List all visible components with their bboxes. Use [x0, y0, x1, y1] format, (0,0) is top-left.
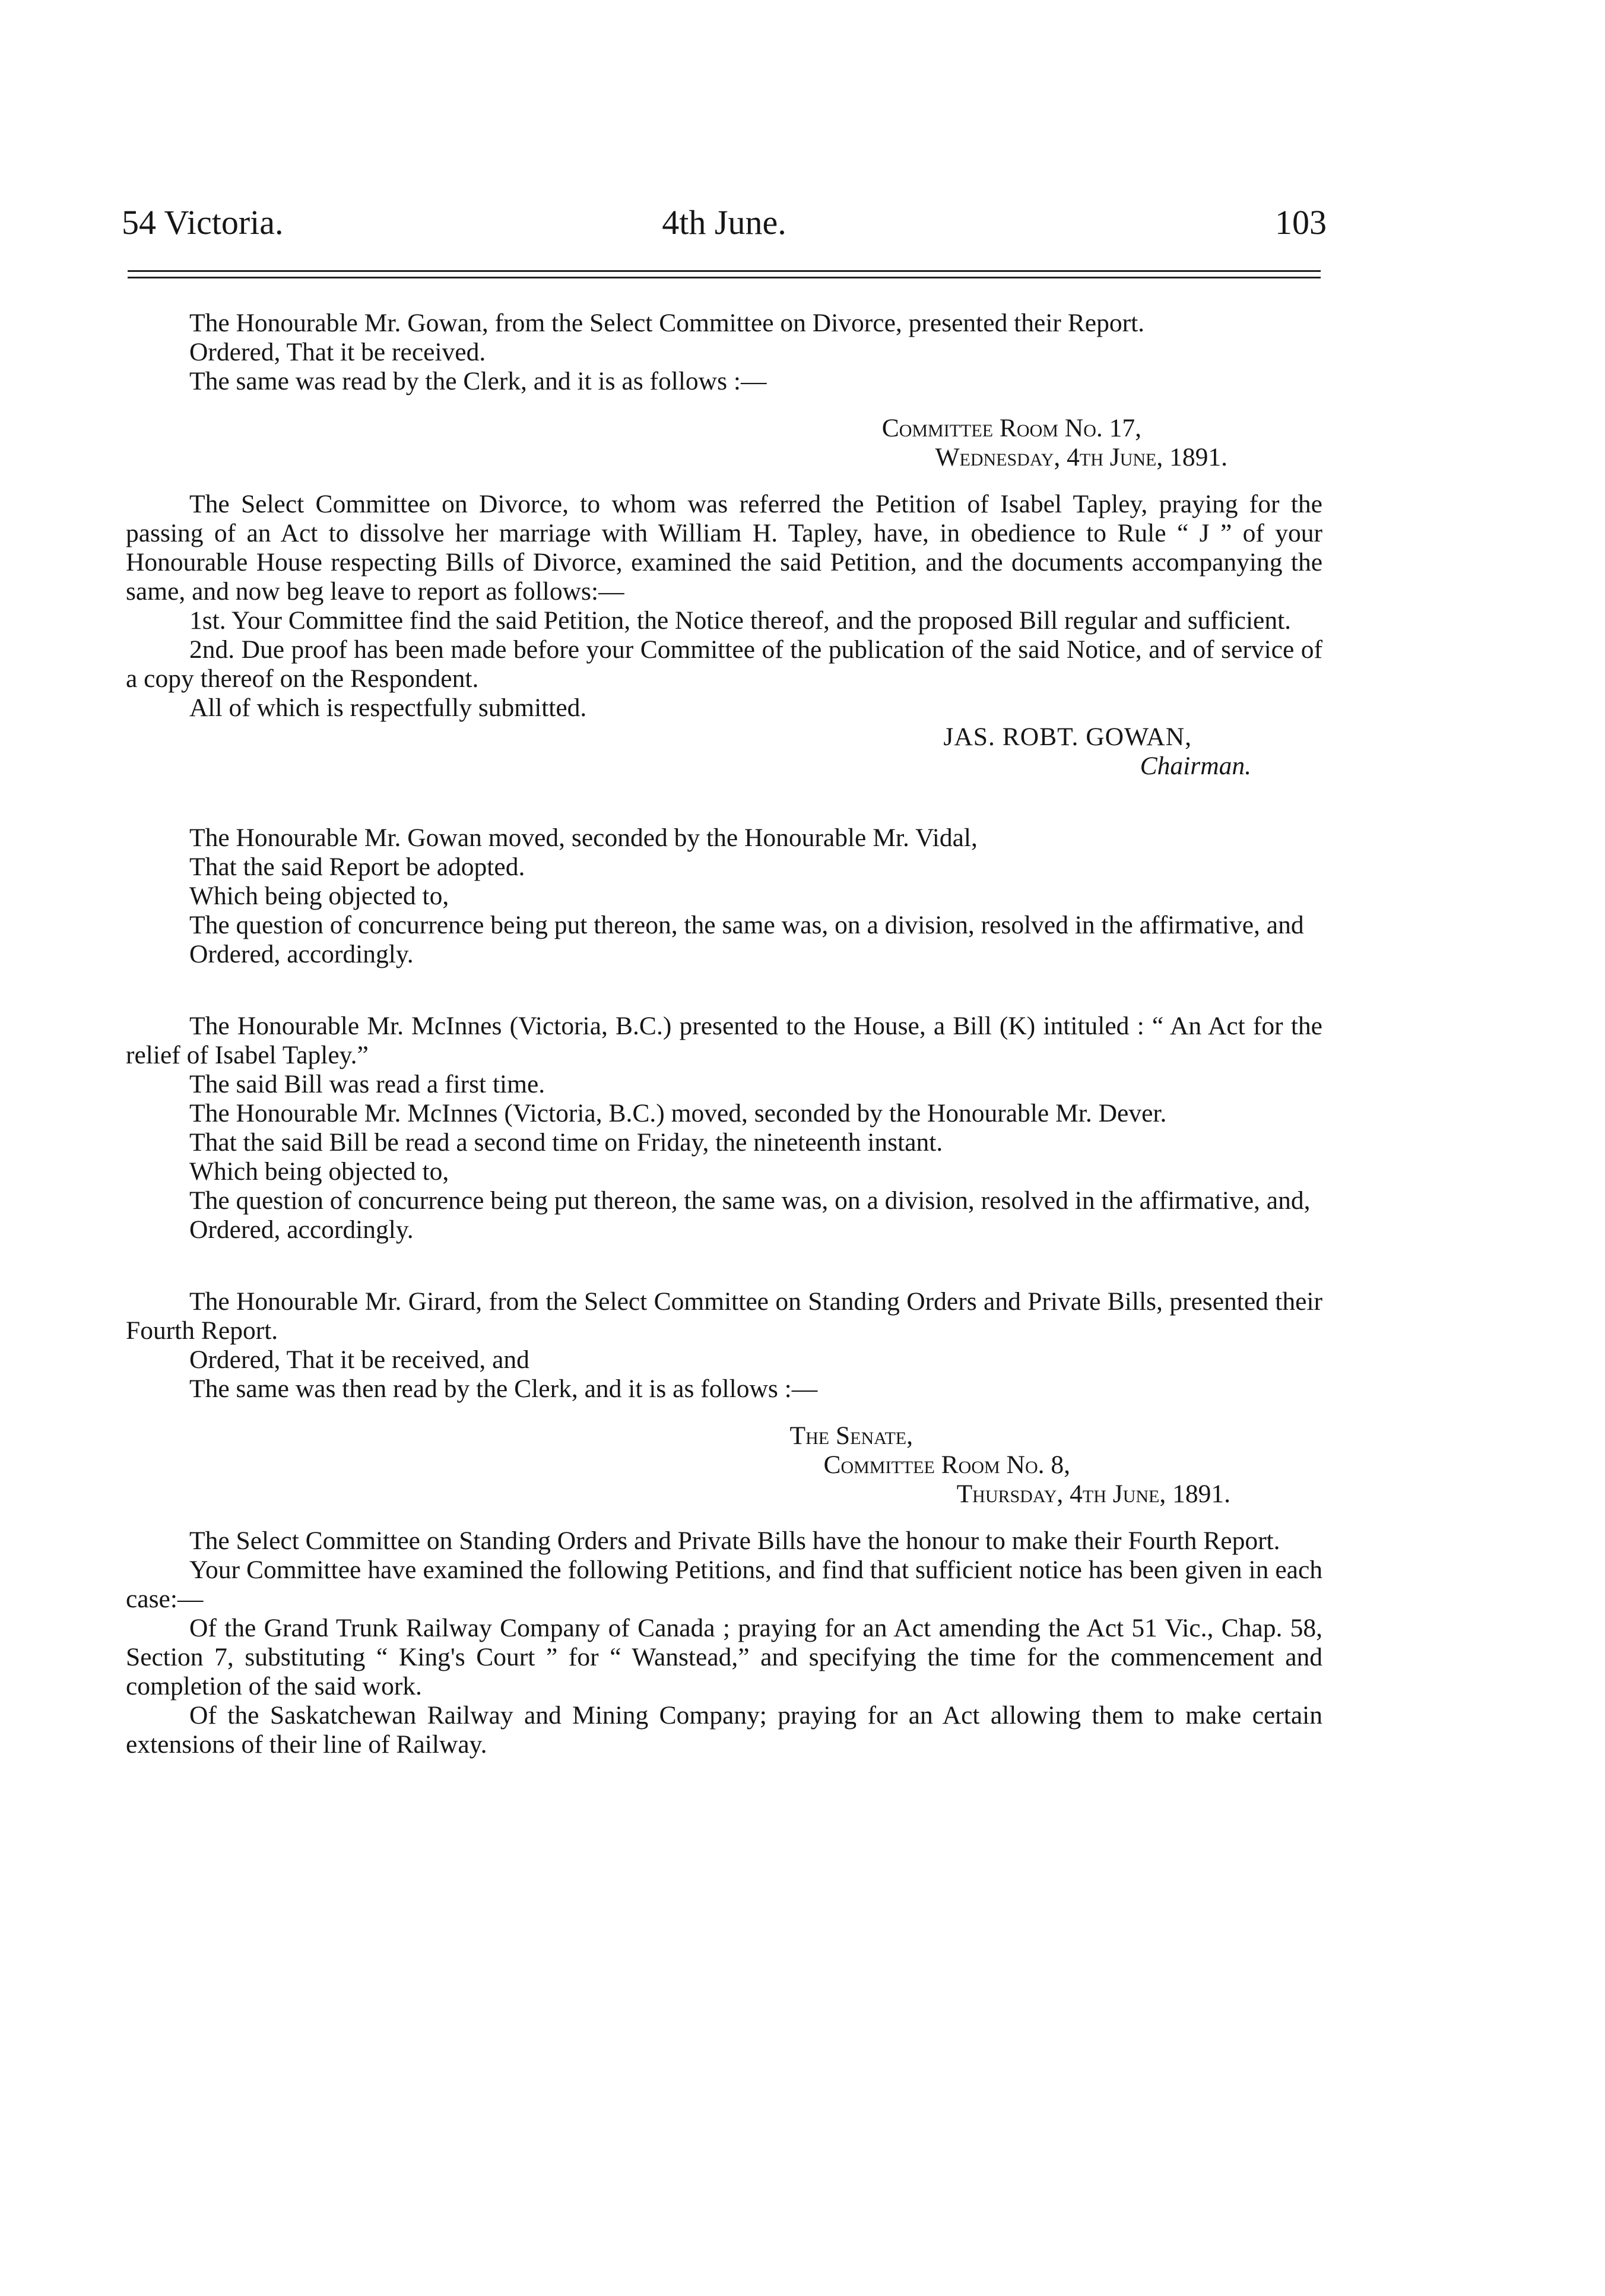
report-date-heading: Thursday, 4th June, 1891.	[956, 1480, 1230, 1508]
senate-heading: The Senate,	[789, 1421, 913, 1450]
paragraph: Ordered, accordingly.	[189, 940, 414, 968]
paragraph: The Select Committee on Divorce, to whom was referred the Petition of Isabel Tapley, praying for the passing of an Act to dissolve her marriage with William H. Tapley, have, in obedience to Rule “ J ” of your Honourable House respecting Bills of Divorce, examined the said Petition, and the documents accompanying the same, and now beg leave to report as follows:—	[126, 490, 1322, 606]
paragraph: Your Committee have examined the following Petitions, and find that sufficient notice has been given in each case:—	[126, 1556, 1322, 1613]
running-header	[122, 196, 1327, 249]
paragraph: The same was then read by the Clerk, and it is as follows :—	[189, 1375, 818, 1403]
paragraph: 1st. Your Committee find the said Petition, the Notice thereof, and the proposed Bill regular and sufficient.	[189, 606, 1292, 635]
paragraph: Of the Saskatchewan Railway and Mining Company; praying for an Act allowing them to make certain extensions of their line of Railway.	[126, 1701, 1322, 1759]
paragraph: Ordered, That it be received.	[189, 338, 486, 366]
report-date-heading: Wednesday, 4th June, 1891.	[935, 443, 1227, 471]
paragraph: Which being objected to,	[189, 1157, 449, 1186]
paragraph: That the said Report be adopted.	[189, 853, 525, 881]
header-rule-top	[128, 270, 1321, 272]
spacer	[126, 969, 1322, 1012]
date-label: 4th June.	[662, 203, 786, 242]
paragraph: The said Bill was read a first time.	[189, 1070, 545, 1098]
spacer	[126, 472, 1322, 490]
paragraph: Ordered, accordingly.	[189, 1215, 414, 1244]
paragraph: Of the Grand Trunk Railway Company of Canada ; praying for an Act amending the Act 51 Vic., Chap. 58, Section 7, substituting “ King's Court ” for “ Wanstead,” and specifying the time for the commencement and completion of the said work.	[126, 1614, 1322, 1700]
paragraph: 2nd. Due proof has been made before your Committee of the publication of the said Notice, and of service of a copy thereof on the Respondent.	[126, 635, 1322, 693]
paragraph: The same was read by the Clerk, and it is as follows :—	[189, 367, 767, 395]
paragraph: The question of concurrence being put thereon, the same was, on a division, resolved in the affirmative, and,	[189, 1186, 1311, 1215]
paragraph: The Honourable Mr. Gowan moved, seconded by the Honourable Mr. Vidal,	[189, 824, 978, 852]
chairman-signature: JAS. ROBT. GOWAN,	[943, 723, 1192, 751]
committee-room-heading: Committee Room No. 17,	[881, 414, 1141, 442]
session-label: 54 Victoria.	[122, 203, 284, 242]
committee-room-heading: Committee Room No. 8,	[823, 1451, 1070, 1479]
header-rule-bottom	[128, 277, 1321, 278]
spacer	[126, 1509, 1322, 1527]
paragraph: The Honourable Mr. McInnes (Victoria, B.C.) moved, seconded by the Honourable Mr. Dever.	[189, 1099, 1167, 1128]
paragraph: That the said Bill be read a second time on Friday, the nineteenth instant.	[189, 1128, 943, 1157]
chairman-title: Chairman.	[1140, 752, 1251, 780]
paragraph: All of which is respectfully submitted.	[189, 693, 587, 722]
paragraph: Which being objected to,	[189, 882, 449, 910]
paragraph: The Select Committee on Standing Orders and Private Bills have the honour to make their Fourth Report.	[189, 1527, 1280, 1555]
paragraph: The Honourable Mr. Gowan, from the Select Committee on Divorce, presented their Report.	[189, 309, 1145, 337]
paragraph: The Honourable Mr. McInnes (Victoria, B.C.) presented to the House, a Bill (K) intituled : “ An Act for the relief of Isabel Tapley.”	[126, 1012, 1322, 1069]
page-number: 103	[1275, 203, 1327, 242]
paragraph: The Honourable Mr. Girard, from the Select Committee on Standing Orders and Private Bills, presented their Fourth Report.	[126, 1287, 1322, 1345]
spacer	[126, 396, 1322, 414]
spacer	[126, 1404, 1322, 1421]
paragraph: Ordered, That it be received, and	[189, 1345, 529, 1374]
spacer	[126, 1244, 1322, 1287]
paragraph: The question of concurrence being put thereon, the same was, on a division, resolved in the affirmative, and	[189, 911, 1304, 939]
page-body	[126, 309, 1322, 1759]
spacer	[126, 781, 1322, 824]
